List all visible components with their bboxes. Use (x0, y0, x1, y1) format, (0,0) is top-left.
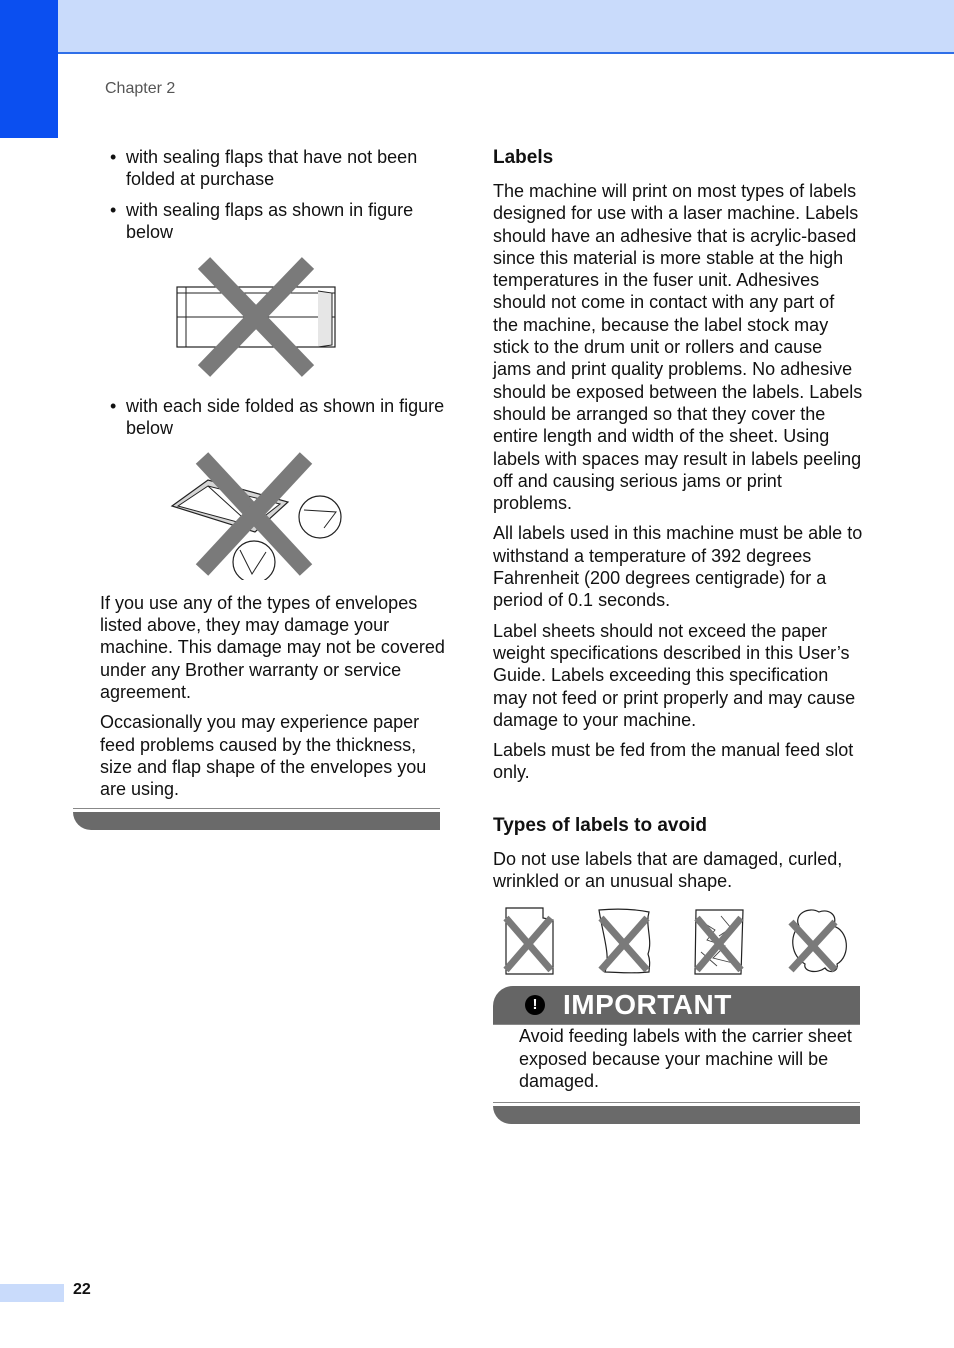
feed-problems-paragraph: Occasionally you may experience paper feed problems caused by the thickness, size and flap shape of the envelopes you are using. (100, 712, 427, 800)
labels-heading: Labels (493, 147, 554, 168)
section-end-bar (73, 808, 440, 833)
page-number: 22 (73, 1281, 91, 1298)
exclamation-icon: ! (525, 995, 545, 1015)
section-end-bar-fill (73, 812, 440, 830)
important-banner (493, 986, 860, 1024)
labels-paragraph: Labels must be fed from the manual feed slot only. (493, 740, 854, 783)
labels-paragraph: Label sheets should not exceed the paper weight specifications described in this User’s Guide. Labels exceeding this specification may not feed or print properly and may cause damage to your machine. (493, 620, 856, 730)
list-item: • with sealing flaps that have not been folded at purchase (100, 146, 445, 191)
important-title: IMPORTANT (563, 989, 732, 1021)
types-to-avoid-heading: Types of labels to avoid (493, 814, 707, 836)
bullet-list-a (100, 146, 445, 243)
important-body (493, 1024, 860, 1098)
bullet-list-b (100, 395, 445, 440)
page-number-band (0, 1284, 64, 1302)
envelope-folded-figure (100, 450, 445, 580)
important-text: Avoid feeding labels with the carrier sheet exposed because your machine will be damaged. (519, 1026, 852, 1091)
envelope-warning-paragraph: If you use any of the types of envelopes listed above, they may damage your machine. This damage may not be covered under any Brother warranty or service agreement. (100, 592, 445, 702)
types-to-avoid-paragraph: Do not use labels that are damaged, curled, wrinkled or an unusual shape. (493, 848, 843, 892)
chapter-tab (0, 0, 58, 138)
left-column (100, 146, 445, 833)
list-item: • with sealing flaps as shown in figure below (100, 199, 445, 244)
envelope-flap-figure (100, 253, 445, 383)
labels-paragraph: The machine will print on most types of labels designed for use with a laser machine. Labels should have an adhesive that is acrylic-based since this material is more stable at the high temperatures in the fuser unit. Adhesives should not come in contact with any part of the machine, because the label stock may stick to the drum unit or rollers and cause jams and print quality problems. No adhesive should be exposed between the labels. Labels should be arranged so that they cover the entire length and width of the sheet. Using labels with spaces may result in labels peeling off and causing serious jams or print problems. (493, 181, 863, 514)
important-end-bar (493, 1102, 860, 1127)
damaged-labels-figure (493, 906, 863, 978)
right-column (493, 146, 863, 1127)
important-end-bar-fill (493, 1106, 860, 1124)
labels-paragraph: All labels used in this machine must be able to withstand a temperature of 392 degrees Fahrenheit (200 degrees centigrade) for a period of 0.1 seconds. (493, 523, 863, 611)
list-item: • with each side folded as shown in figure below (100, 395, 445, 440)
chapter-label: Chapter 2 (105, 80, 176, 97)
top-header-band (0, 0, 954, 54)
